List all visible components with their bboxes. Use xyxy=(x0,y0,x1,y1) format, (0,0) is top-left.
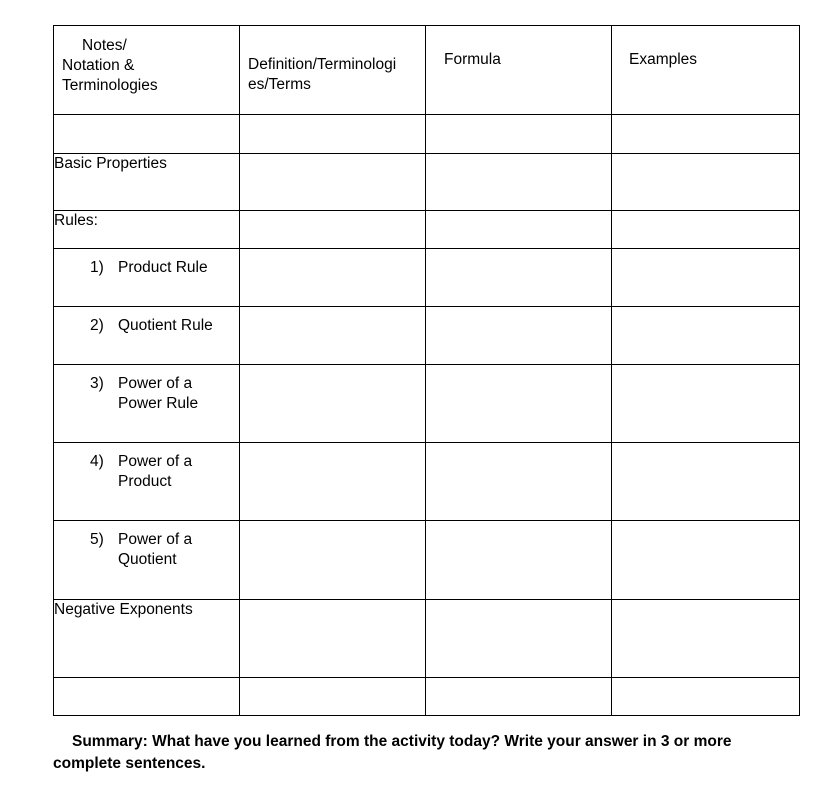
blank-cell[interactable] xyxy=(240,115,426,154)
rule-5-text: Power of a Quotient xyxy=(118,531,193,568)
header-formula-cell xyxy=(426,26,612,115)
blank-cell[interactable] xyxy=(240,678,426,716)
blank-cell[interactable] xyxy=(426,365,612,443)
rule-4-cell xyxy=(54,443,240,521)
blank-cell[interactable] xyxy=(240,443,426,521)
blank-cell[interactable] xyxy=(426,600,612,678)
rules-label: Rules: xyxy=(54,211,240,249)
header-formula-label: Formula xyxy=(444,51,501,68)
blank-cell[interactable] xyxy=(240,600,426,678)
notes-table xyxy=(53,25,800,716)
blank-cell[interactable] xyxy=(240,154,426,211)
blank-cell[interactable] xyxy=(612,211,800,249)
blank-cell[interactable] xyxy=(612,154,800,211)
blank-cell[interactable] xyxy=(612,521,800,600)
rule-5-number: 5) xyxy=(90,531,104,548)
rule-2-cell xyxy=(54,307,240,365)
table-row xyxy=(54,154,800,211)
table-row xyxy=(54,365,800,443)
blank-cell[interactable] xyxy=(240,249,426,307)
blank-cell[interactable] xyxy=(612,678,800,716)
blank-cell[interactable] xyxy=(426,211,612,249)
rule-1-text: Product Rule xyxy=(118,259,208,276)
header-notes-cell xyxy=(54,26,240,115)
rule-3-text: Power of a Power Rule xyxy=(118,375,199,412)
table-row xyxy=(54,249,800,307)
table-row xyxy=(54,521,800,600)
header-row xyxy=(54,26,800,115)
blank-cell[interactable] xyxy=(426,443,612,521)
header-examples-cell xyxy=(612,26,800,115)
blank-cell[interactable] xyxy=(240,307,426,365)
table-row xyxy=(54,600,800,678)
summary-text: Summary: What have you learned from the activity today? Write your answer in 3 or more complete sentences. xyxy=(53,733,732,772)
rule-3-cell xyxy=(54,365,240,443)
rule-2-number: 2) xyxy=(90,317,104,334)
blank-cell[interactable] xyxy=(612,249,800,307)
summary-prompt xyxy=(53,731,793,775)
rule-4-number: 4) xyxy=(90,453,104,470)
table-row xyxy=(54,211,800,249)
blank-cell[interactable] xyxy=(426,154,612,211)
blank-cell[interactable] xyxy=(612,115,800,154)
header-notes-line2: Notation & xyxy=(62,57,135,74)
header-definition-label: Definition/Terminologi es/Terms xyxy=(248,56,397,93)
table-row xyxy=(54,115,800,154)
header-notes-line1: Notes/ xyxy=(82,37,127,54)
blank-cell[interactable] xyxy=(240,521,426,600)
blank-cell[interactable] xyxy=(612,443,800,521)
blank-cell[interactable] xyxy=(54,678,240,716)
blank-cell[interactable] xyxy=(612,365,800,443)
rule-4-text: Power of a Product xyxy=(118,453,193,490)
rule-3-number: 3) xyxy=(90,375,104,392)
blank-cell[interactable] xyxy=(426,521,612,600)
negative-exponents-label: Negative Exponents xyxy=(54,600,240,678)
basic-properties-label: Basic Properties xyxy=(54,154,240,211)
blank-cell[interactable] xyxy=(240,211,426,249)
blank-cell[interactable] xyxy=(426,249,612,307)
blank-cell[interactable] xyxy=(426,678,612,716)
blank-cell[interactable] xyxy=(612,307,800,365)
blank-cell[interactable] xyxy=(54,115,240,154)
table-row xyxy=(54,678,800,716)
blank-cell[interactable] xyxy=(426,307,612,365)
header-notes-line3: Terminologies xyxy=(62,77,158,94)
header-examples-label: Examples xyxy=(629,51,698,68)
blank-cell[interactable] xyxy=(612,600,800,678)
blank-cell[interactable] xyxy=(240,365,426,443)
blank-cell[interactable] xyxy=(426,115,612,154)
rule-1-cell xyxy=(54,249,240,307)
rule-2-text: Quotient Rule xyxy=(118,317,213,334)
header-definition-cell xyxy=(240,26,426,115)
rule-5-cell xyxy=(54,521,240,600)
table-row xyxy=(54,443,800,521)
table-row xyxy=(54,307,800,365)
rule-1-number: 1) xyxy=(90,259,104,276)
